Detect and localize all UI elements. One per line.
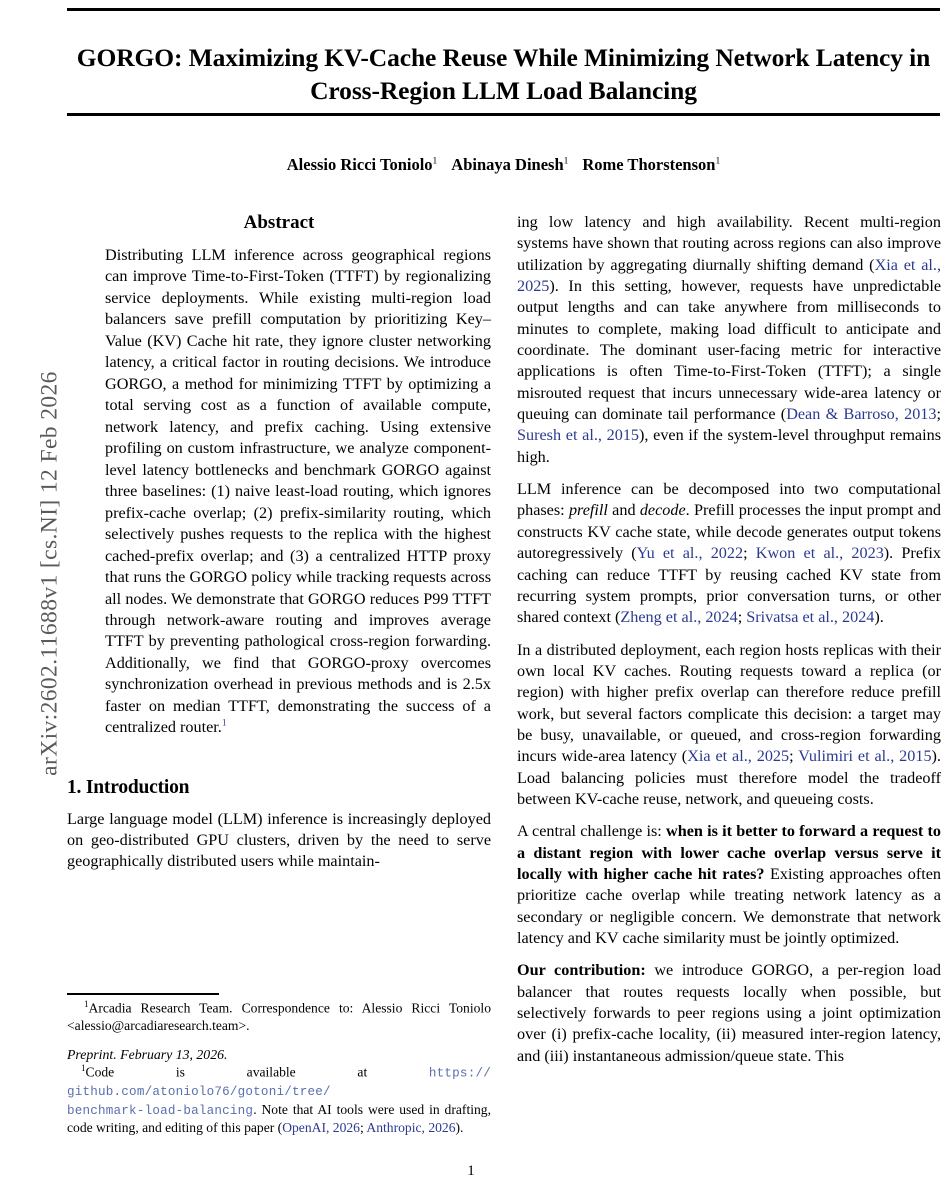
intro-p2-text-d: ). Prefix caching can reduce TTFT by reusing cached KV state from recurring system prompts, prior conversation turns, or other shared context ( xyxy=(517,544,941,627)
footnote-code-label-c: available xyxy=(246,1065,296,1080)
intro-paragraph-1-right: ing low latency and high availability. Recent multi-region systems have shown that routing across regions can also improve utilization by aggregating diurnally shifting demand (Xia et al., 2025). In this setting, however, requests have unpredictable output lengths and can take anywhere from milliseconds to minutes to complete, making load difficult to anticipate and coordinate. The dominant user-facing metric for interactive applications is often Time-to-First-Token (TTFT); a single misrouted request that incurs unnecessary wide-area latency or queuing can dominate tail performance (Dean & Barroso, 2013; Suresh et al., 2015), even if the system-level throughput remains high. xyxy=(517,213,941,466)
citation-kwon-2023[interactable]: Kwon et al., 2023 xyxy=(755,544,884,563)
footnote-rule xyxy=(67,993,219,995)
citation-openai-2026[interactable]: OpenAI, 2026 xyxy=(282,1120,360,1136)
section-heading-introduction: 1. Introduction xyxy=(67,776,190,798)
intro-p2-text-a: LLM inference can be decomposed into two computational phases: xyxy=(517,480,941,520)
title-rule-top xyxy=(67,8,940,11)
citation-vulimiri-2015[interactable]: Vulimiri et al., 2015 xyxy=(798,747,932,766)
intro-p4-bold-question: when is it better to forward a request to a distant region with lower cache overlap versus serve it locally with higher cache hit rates? xyxy=(517,822,941,883)
citation-zheng-2024[interactable]: Zheng et al., 2024 xyxy=(620,608,738,627)
code-url-link-part1[interactable]: https:// xyxy=(428,1067,491,1081)
emphasis-decode: decode xyxy=(639,501,686,520)
code-url-link-part2[interactable]: github.com/atoniolo76/gotoni/tree/ xyxy=(67,1085,331,1100)
footnote-code-label-a: Code xyxy=(85,1065,115,1080)
intro-p2-text-c: . Prefill processes the input prompt and constructs KV cache state, while decode generates output tokens autoregressively ( xyxy=(517,501,942,563)
citation-anthropic-2026[interactable]: Anthropic, 2026 xyxy=(366,1120,456,1136)
citation-dean-barroso-2013[interactable]: Dean & Barroso, 2013 xyxy=(786,405,937,424)
footnote-code-label-b: is xyxy=(175,1065,185,1080)
left-column xyxy=(67,212,491,873)
title-rule-bottom xyxy=(67,113,940,116)
footnote-marker: 1 xyxy=(84,998,89,1009)
footnote-code-note: . Note that AI tools were used in drafting, code writing, and editing of this paper ( xyxy=(67,1101,491,1136)
citation-yu-2022[interactable]: Yu et al., 2022 xyxy=(636,544,744,563)
author-affiliation-marker: 1 xyxy=(715,156,721,167)
author-name: Rome Thorstenson xyxy=(582,155,716,174)
intro-p2-text-b: and xyxy=(607,501,640,520)
citation-srivatsa-2024[interactable]: Srivatsa et al., 2024 xyxy=(746,608,875,627)
contribution-label: Our contribution: xyxy=(517,961,646,980)
citation-suresh-2015[interactable]: Suresh et al., 2015 xyxy=(517,426,640,445)
footnote-code-note-end: ). xyxy=(455,1120,464,1136)
abstract-footnote-marker: 1 xyxy=(221,718,227,729)
intro-p1-text-c: ), even if the system-level throughput remains high. xyxy=(517,426,941,466)
abstract-intro-gap xyxy=(67,739,491,777)
footnote-block xyxy=(67,993,491,1137)
intro-paragraph-3: In a distributed deployment, each region hosts replicas with their own local KV caches. Routing requests toward a replica (or region) with higher prefix overlap can therefore reduce prefill work, but several factors complicate this decision: a target may be busy, unavailable, or queued, and cross-region forwarding incurs wide-area latency (Xia et al., 2025; Vulimiri et al., 2015). Load balancing policies must therefore model the tradeoff between KV-cache reuse, network, and queueing costs. xyxy=(517,640,941,808)
intro-p1-text-a: ing low latency and high availability. Recent multi-region systems have shown that routing across regions can also improve utilization by aggregating diurnally shifting demand ( xyxy=(517,213,941,274)
footnote-code-label-d: at xyxy=(357,1065,368,1080)
author-name: Alessio Ricci Toniolo xyxy=(286,155,433,174)
footnote-code: $^1$Code is available at https:// github.com/atoniolo76/gotoni/tree/ benchmark-load-balancing. Note that AI tools were used in drafting, code writing, and editing of this paper (OpenAI, 2026; Anthropic, 2026). xyxy=(67,1063,491,1136)
intro-paragraph-5 xyxy=(517,960,941,1067)
intro-p3-text-a: In a distributed deployment, each region hosts replicas with their own local KV caches. Routing requests toward a replica (or region) with higher prefix overlap can therefore reduce prefill work, but several factors complicate this decision: a target may be busy, unavailable, or queued, and cross-region forwarding incurs wide-area latency ( xyxy=(517,640,941,766)
author-affiliation-marker: 1 xyxy=(563,156,569,167)
intro-p5-text: we introduce GORGO, a per-region load balancer that routes requests locally when possible, but selectively forwards to peer regions using a joint optimization over (i) prefix-cache locality, (ii) measured inter-region latency, and (iii) instantaneous admission/queue state. This xyxy=(517,961,941,1065)
page-number: 1 xyxy=(467,1163,475,1179)
abstract-heading: Abstract xyxy=(243,212,315,233)
abstract-text xyxy=(105,245,491,739)
emphasis-prefill: prefill xyxy=(568,501,608,520)
author-affiliation-marker: 1 xyxy=(432,156,438,167)
right-column xyxy=(517,212,941,1067)
arxiv-identifier-stamp: arXiv:2602.11688v1 [cs.NI] 12 Feb 2026 xyxy=(36,371,63,776)
footnote-affiliation xyxy=(67,999,491,1035)
page-title: GORGO: Maximizing KV-Cache Reuse While Minimizing Network Latency in Cross-Region LLM Load Balancing xyxy=(76,43,931,105)
author-entry xyxy=(582,155,720,174)
footnote-code-marker: 1 xyxy=(81,1063,86,1074)
code-url-link-part3[interactable]: benchmark-load-balancing xyxy=(67,1103,254,1118)
intro-p2-text-e: ). xyxy=(874,608,884,627)
preprint-line: Preprint. February 13, 2026. xyxy=(67,1047,228,1063)
intro-paragraph-2: LLM inference can be decomposed into two computational phases: prefill and decode. Prefill processes the input prompt and constructs KV cache state, while decode generates output tokens autoregressively (Yu et al., 2022; Kwon et al., 2023). Prefix caching can reduce TTFT by reusing cached KV state from recurring system prompts, prior conversation turns, or other shared context (Zheng et al., 2024; Srivatsa et al., 2024). xyxy=(517,480,942,627)
intro-p4-text-b: Existing approaches often prioritize cache overlap while treating network latency as a secondary or negligible concern. We demonstrate that network latency and KV cache similarity must be jointly optimized. xyxy=(517,864,941,947)
author-entry xyxy=(451,155,568,174)
footnote-affiliation-text: Arcadia Research Team. Correspondence to: Alessio Ricci Toniolo <alessio@arcadiaresearch.team>. xyxy=(67,1000,491,1033)
author-name: Abinaya Dinesh xyxy=(451,155,564,174)
abstract-body-text: Distributing LLM inference across geographical regions can improve Time-to-First-Token (TTFT) by regionalizing service deployments. While existing multi-region load balancers save prefill computation by prioritizing Key–Value (KV) Cache hit rate, they ignore cluster networking latency, a critical factor in routing decisions. We introduce GORGO, a method for minimizing TTFT by optimizing a total serving cost as a function of available compute, network latency, and prefix caching. Using extensive profiling on custom infrastructure, we analyze component-level latency bottlenecks and benchmark GORGO against three baselines: (1) naive least-load routing, which ignores prefix-cache overlap; (2) prefix-similarity routing, which selectively pushes requests to the replica with the highest cached-prefix overlap; and (3) a centralized HTTP proxy that runs the GORGO policy while tracking requests across all nodes. We demonstrate that GORGO reduces P99 TTFT through network-aware routing and improves average TTFT by preventing pathological cross-region forwarding. Additionally, we find that GORGO-proxy overcomes synchronization overhead in previous methods and is 2.5x faster on median TTFT, demonstrating the success of a centralized router. xyxy=(105,246,491,737)
author-list xyxy=(67,155,940,175)
intro-paragraph-4 xyxy=(517,821,941,949)
intro-paragraph-1-left: Large language model (LLM) inference is increasingly deployed on geo-distributed GPU clusters, driven by the need to serve geographically distributed users while maintain- xyxy=(67,809,491,871)
citation-xia-2025[interactable]: Xia et al., 2025 xyxy=(517,255,941,296)
intro-p1-text-b: ). In this setting, however, requests have unpredictable output lengths and can take anywhere from milliseconds to minutes to complete, making load difficult to anticipate and coordinate. The dominant user-facing metric for interactive applications is often Time-to-First-Token (TTFT); a single misrouted request that incurs unnecessary wide-area latency or queuing can dominate tail performance ( xyxy=(517,277,941,424)
author-entry xyxy=(287,155,438,174)
citation-xia-2025-b[interactable]: Xia et al., 2025 xyxy=(687,747,790,766)
intro-p4-text-a: A central challenge is: xyxy=(517,822,666,841)
intro-p3-text-b: ). Load balancing policies must therefore model the tradeoff between KV-cache reuse, network, and queueing costs. xyxy=(517,747,941,808)
